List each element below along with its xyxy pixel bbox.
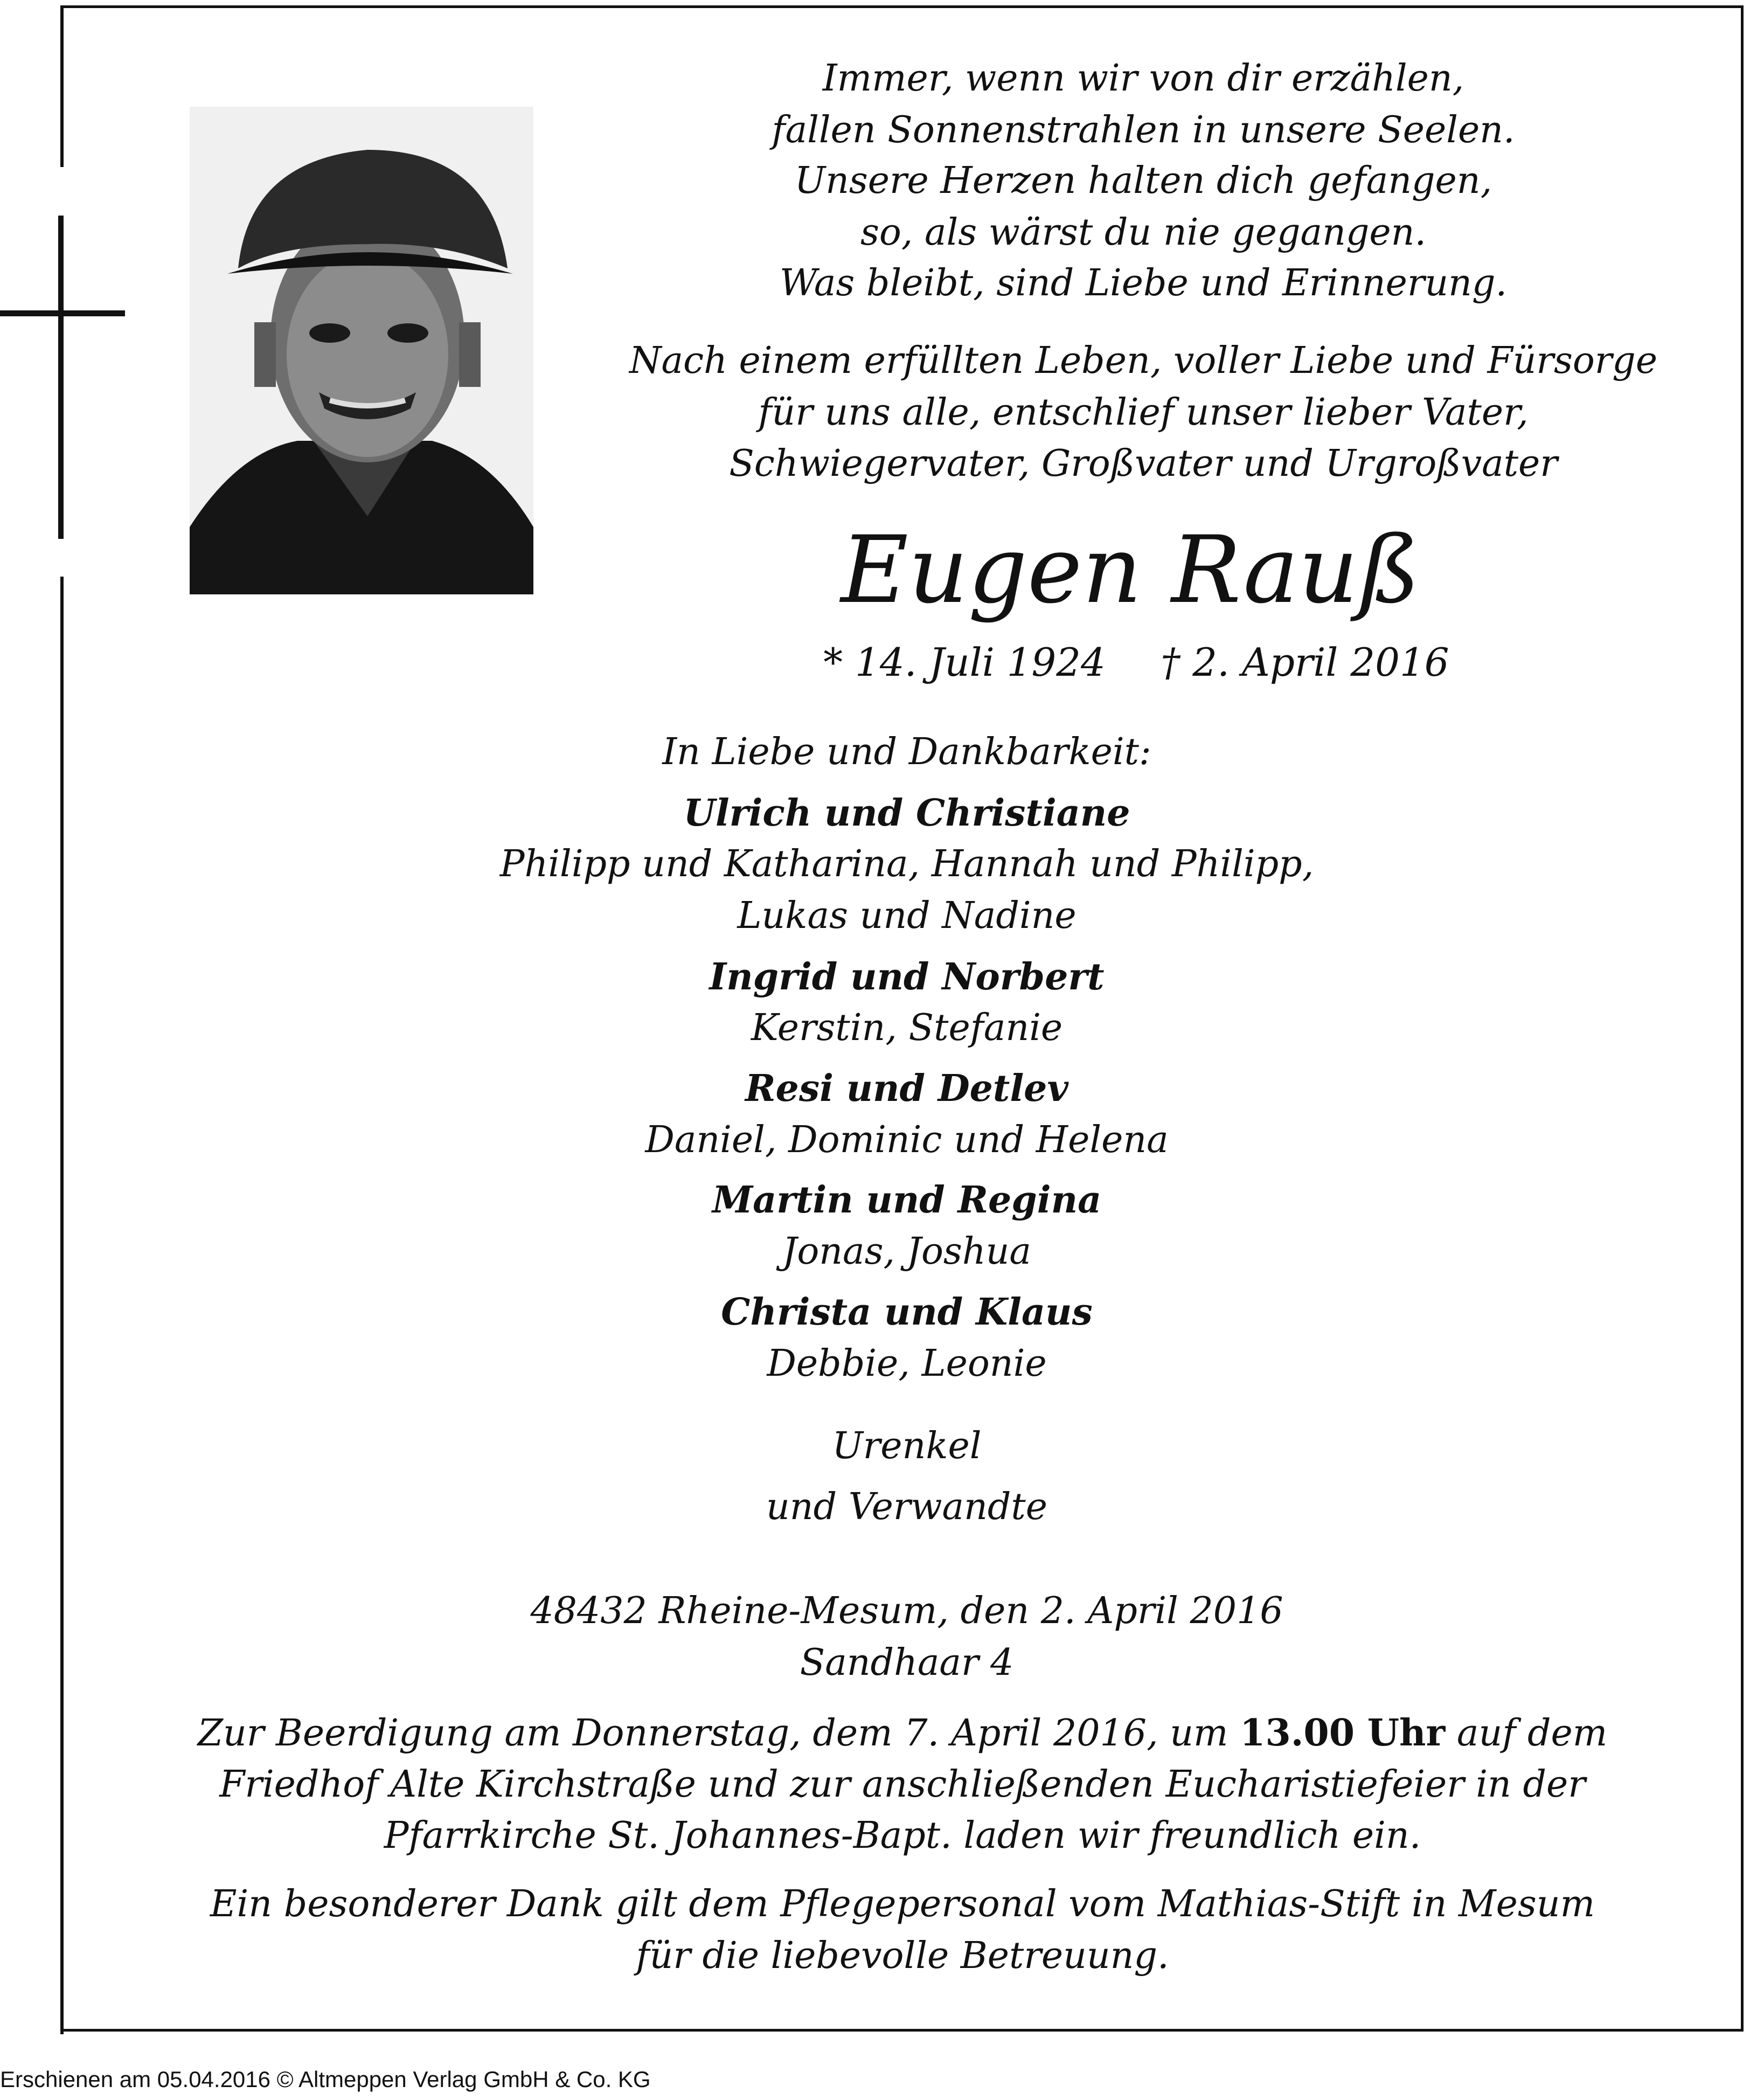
family-children: Debbie, Leonie [767,1342,1047,1385]
poem-line-2: fallen Sonnenstrahlen in unsere Seelen. [772,109,1515,151]
family-children: Philipp und Katharina, Hannah und Philipp, [499,843,1314,885]
family-couple: Resi und Detlev [745,1067,1068,1110]
mourners-heading: In Liebe und Dankbarkeit: [662,731,1151,773]
relatives: und Verwandte [766,1486,1047,1528]
funeral-line-1 [197,1711,1608,1755]
place-date: 48432 Rheine-Mesum, den 2. April 2016 [530,1590,1283,1632]
frame-left-edge-top [60,5,64,167]
funeral-line-2: Friedhof Alte Kirchstraße und zur anschließenden Eucharistiefeier in der [219,1763,1586,1806]
family-couple: Christa und Klaus [721,1291,1093,1334]
family-children: Jonas, Joshua [782,1230,1031,1273]
frame-left-edge-bottom [60,577,64,2034]
street-address: Sandhaar 4 [800,1641,1014,1684]
family-children: Daniel, Dominic und Helena [645,1119,1169,1161]
funeral-line-3: Pfarrkirche St. Johannes-Bapt. laden wir freundlich ein. [384,1814,1421,1857]
portrait-illustration [190,107,533,594]
family-couple: Martin und Regina [712,1179,1102,1222]
portrait-photo [190,107,533,594]
poem-line-5: Was bleibt, sind Liebe und Erinnerung. [779,262,1508,304]
cross-icon-horizontal [0,310,125,316]
birth-date: * 14. Juli 1924 [823,640,1106,685]
family-couple: Ulrich und Christiane [683,792,1130,835]
family-children: Kerstin, Stefanie [751,1007,1063,1049]
family-couple: Ingrid und Norbert [709,955,1105,999]
funeral-line-1-end: auf dem [1445,1712,1608,1755]
thanks-line-2: für die liebevolle Betreuung. [636,1935,1169,1977]
funeral-line-1-start: Zur Beerdigung am Donnerstag, dem 7. April 2016, um [197,1712,1240,1755]
poem-line-1: Immer, wenn wir von dir erzählen, [822,57,1464,100]
great-grandchildren: Urenkel [832,1425,982,1467]
publication-footer: Erschienen am 05.04.2016 © Altmeppen Verlag GmbH & Co. KG [0,2067,651,2092]
thanks-line-1: Ein besonderer Dank gilt dem Pflegepersonal vom Mathias-Stift in Mesum [210,1883,1595,1925]
intro-line-3: Schwiegervater, Großvater und Urgroßvater [729,442,1558,485]
death-date: † 2. April 2016 [1161,640,1449,685]
poem-line-4: so, als wärst du nie gegangen. [860,211,1427,254]
intro-line-2: für uns alle, entschlief unser lieber Vater, [758,391,1529,434]
deceased-name: Eugen Rauß [841,516,1420,624]
cross-icon-vertical [58,216,64,539]
intro-line-1: Nach einem erfüllten Leben, voller Liebe und Fürsorge [629,339,1658,382]
family-children: Lukas und Nadine [737,895,1077,937]
poem-line-3: Unsere Herzen halten dich gefangen, [794,160,1492,202]
funeral-time: 13.00 Uhr [1240,1711,1446,1755]
